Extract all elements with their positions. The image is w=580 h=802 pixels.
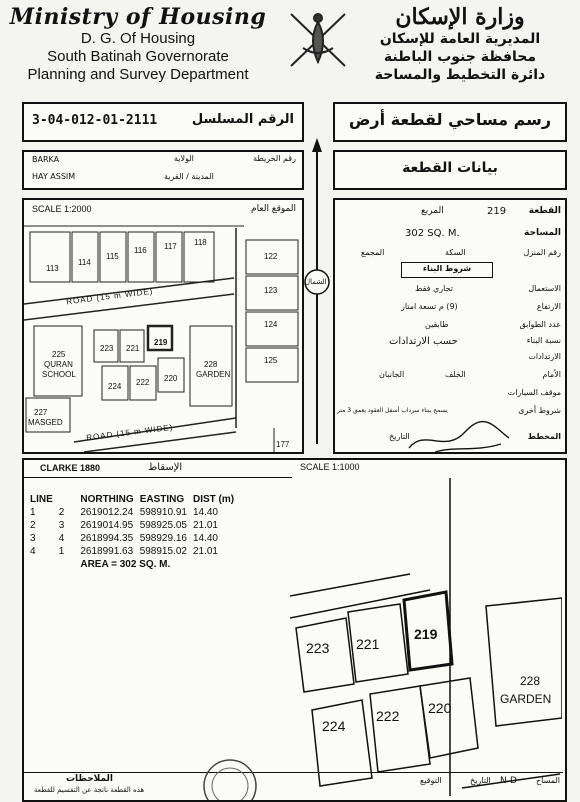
lot-118: 118 xyxy=(194,238,207,247)
planner-date-label: التاريخ xyxy=(389,432,410,441)
quran-school-name-1: QURAN xyxy=(44,360,73,369)
header-arabic xyxy=(350,4,570,84)
quran-school-name-2: SCHOOL xyxy=(42,370,76,379)
masjid-number: 227 xyxy=(34,408,48,417)
detail-garden-name: GARDEN xyxy=(500,692,552,706)
height-value: (9) م تسعة امتار xyxy=(401,302,458,311)
lot-177: 177 xyxy=(276,440,290,449)
building-conditions-label: شروط البناء xyxy=(422,264,472,273)
area-row xyxy=(30,558,240,571)
cell: 21.01 xyxy=(192,546,218,557)
north-label: الشمال xyxy=(305,278,327,286)
header-easting: EASTING xyxy=(139,494,185,505)
header-english xyxy=(8,4,268,84)
lot-115: 115 xyxy=(106,252,119,261)
serial-number-box xyxy=(22,102,304,142)
lot-223: 223 xyxy=(100,344,114,353)
cell: 598915.02 xyxy=(139,546,187,557)
area-total: AREA = 302 SQ. M. xyxy=(80,559,171,570)
north-arrow-icon xyxy=(300,138,334,448)
detail-lot-224: 224 xyxy=(322,718,346,734)
complex-label: المجمع xyxy=(361,248,385,257)
floors-value: طابقين xyxy=(425,320,449,329)
overview-map xyxy=(24,218,302,452)
plot-info-title: بيانات القطعة xyxy=(402,160,498,176)
plot-info-title-box xyxy=(333,150,567,190)
cell: 3 xyxy=(30,533,36,544)
detail-garden-number: 228 xyxy=(520,674,541,688)
cell: 2 xyxy=(58,507,65,518)
coordinates-table xyxy=(30,493,240,571)
wilayat-label: الولاية xyxy=(174,154,194,163)
governorate-ar: محافظة جنوب الباطنة xyxy=(383,49,537,65)
projection-label: الإسقاط xyxy=(148,462,183,473)
footer-nd: N-D xyxy=(500,776,517,786)
document-title: رسم مساحي لقطعة أرض xyxy=(348,110,552,129)
quran-school-number: 225 xyxy=(52,350,66,359)
cell: 4 xyxy=(30,546,36,557)
cell: 2 xyxy=(30,520,36,531)
official-stamp-icon xyxy=(200,756,260,800)
ministry-name-en: Ministry of Housing xyxy=(9,4,267,30)
department-en: Planning and Survey Department xyxy=(27,66,249,83)
cell: 4 xyxy=(58,533,65,544)
back-label: الخلف xyxy=(445,370,466,379)
lot-221: 221 xyxy=(126,344,140,353)
other-conditions-label: شروط أخرى xyxy=(518,406,561,415)
sides-label: الجانبان xyxy=(379,370,405,379)
notes-text: هذه القطعة ناتجة عن التقسيم للقطعة xyxy=(34,786,145,794)
other-conditions-value: يسمح ببناء سرداب أسفل العقود بعمق 3 متر xyxy=(337,407,448,414)
lot-114: 114 xyxy=(78,258,91,267)
table-row xyxy=(30,519,240,532)
use-label: الاستعمال xyxy=(528,284,561,293)
serial-number-label: الرقم المسلسل xyxy=(191,112,294,127)
department-ar: دائرة التخطيط والمساحة xyxy=(374,67,546,83)
square-label: المربع xyxy=(421,206,444,216)
lot-125: 125 xyxy=(264,356,278,365)
serial-number-value: 3-04-012-01-2111 xyxy=(32,113,158,128)
cell: 3 xyxy=(58,520,65,531)
height-label: الارتفاع xyxy=(536,302,561,311)
coordinates-header-row xyxy=(30,493,240,506)
cell: 598929.16 xyxy=(139,533,187,544)
table-row xyxy=(30,506,240,519)
cell: 598910.91 xyxy=(139,507,187,518)
cell: 2618994.35 xyxy=(80,533,134,544)
header-northing: NORTHING xyxy=(80,494,134,505)
cell: 21.01 xyxy=(192,520,218,531)
garden-number-overview: 228 xyxy=(204,360,218,369)
village-label: المدينة / القرية xyxy=(164,172,214,181)
document-title-box xyxy=(333,102,567,142)
footer-date-label: التاريخ xyxy=(470,776,491,785)
dg-housing-en: D. G. Of Housing xyxy=(80,30,196,47)
footer-divider xyxy=(22,772,563,773)
floors-label: عدد الطوابق xyxy=(519,320,561,329)
national-emblem-icon xyxy=(283,4,353,84)
overview-title: الموقع العام xyxy=(251,204,296,214)
table-row xyxy=(30,532,240,545)
lot-124: 124 xyxy=(264,320,278,329)
village-value: HAY ASSIM xyxy=(32,172,76,181)
use-value: تجاري فقط xyxy=(415,284,453,293)
street-label: السكة xyxy=(445,248,466,257)
area-label: المساحة xyxy=(524,228,561,238)
header-dist: DIST (m) xyxy=(192,494,235,505)
footer-surveyor-label: المساح xyxy=(536,776,561,785)
cell: 1 xyxy=(30,507,36,518)
detail-lot-222: 222 xyxy=(376,708,400,724)
overview-map-box xyxy=(22,198,304,454)
lot-220: 220 xyxy=(164,374,178,383)
detail-lot-220: 220 xyxy=(428,700,452,716)
setbacks-label: الارتدادات xyxy=(528,352,561,361)
overview-scale: SCALE 1:2000 xyxy=(32,204,92,214)
dg-housing-ar: المديرية العامة للإسكان xyxy=(379,31,541,47)
wilayat-value: BARKA xyxy=(32,155,60,164)
detail-scale: SCALE 1:1000 xyxy=(300,462,360,472)
plot-value: 219 xyxy=(487,206,507,217)
governorate-en: South Batinah Governorate xyxy=(47,48,229,65)
road-label-2: ROAD (15 m WIDE) xyxy=(85,422,174,443)
notes-label: الملاحظات xyxy=(66,774,114,784)
lot-113: 113 xyxy=(46,264,59,273)
front-label: الأمام xyxy=(542,370,561,379)
parking-label: موقف السيارات xyxy=(507,388,561,397)
masjid-name: MASGED xyxy=(28,418,63,427)
cell: 598925.05 xyxy=(139,520,187,531)
cell: 2619012.24 xyxy=(80,507,134,518)
lot-222: 222 xyxy=(136,378,150,387)
cell: 2618991.63 xyxy=(80,546,134,557)
plot-info-box xyxy=(333,198,567,454)
footer-signature-label: التوقيع xyxy=(420,776,442,785)
cell: 14.40 xyxy=(192,507,218,518)
lot-123: 123 xyxy=(264,286,278,295)
ratio-value: حسب الارتدادات xyxy=(389,336,458,347)
signature-image xyxy=(405,418,515,458)
house-number-label: رقم المنزل xyxy=(523,248,561,257)
detail-lot-221: 221 xyxy=(356,636,380,652)
lot-122: 122 xyxy=(264,252,278,261)
ratio-label: نسبة البناء xyxy=(526,336,561,345)
projection-datum: CLARKE 1880 xyxy=(40,463,101,473)
lot-116: 116 xyxy=(134,246,147,255)
table-row xyxy=(30,545,240,558)
location-box xyxy=(22,150,304,190)
projection-divider xyxy=(22,477,292,478)
header-line: LINE xyxy=(30,494,53,505)
building-conditions-frame xyxy=(401,262,493,278)
detail-lot-219: 219 xyxy=(414,626,438,642)
cell: 14.40 xyxy=(192,533,218,544)
road-label-1: ROAD (15 m WIDE) xyxy=(65,286,154,307)
cell: 2619014.95 xyxy=(80,520,134,531)
plot-label: القطعة xyxy=(528,206,561,216)
planner-label: المخطط xyxy=(527,432,561,441)
header-blank xyxy=(59,493,71,506)
lot-224: 224 xyxy=(108,382,122,391)
lot-219: 219 xyxy=(154,338,168,347)
detail-lot-223: 223 xyxy=(306,640,330,656)
lot-117: 117 xyxy=(164,242,177,251)
garden-name-overview: GARDEN xyxy=(196,370,231,379)
ministry-name-ar: وزارة الإسكان xyxy=(395,4,525,30)
area-value: 302 SQ. M. xyxy=(405,228,460,239)
cell: 1 xyxy=(58,546,65,557)
map-number-label: رقم الخريطة xyxy=(253,154,296,163)
